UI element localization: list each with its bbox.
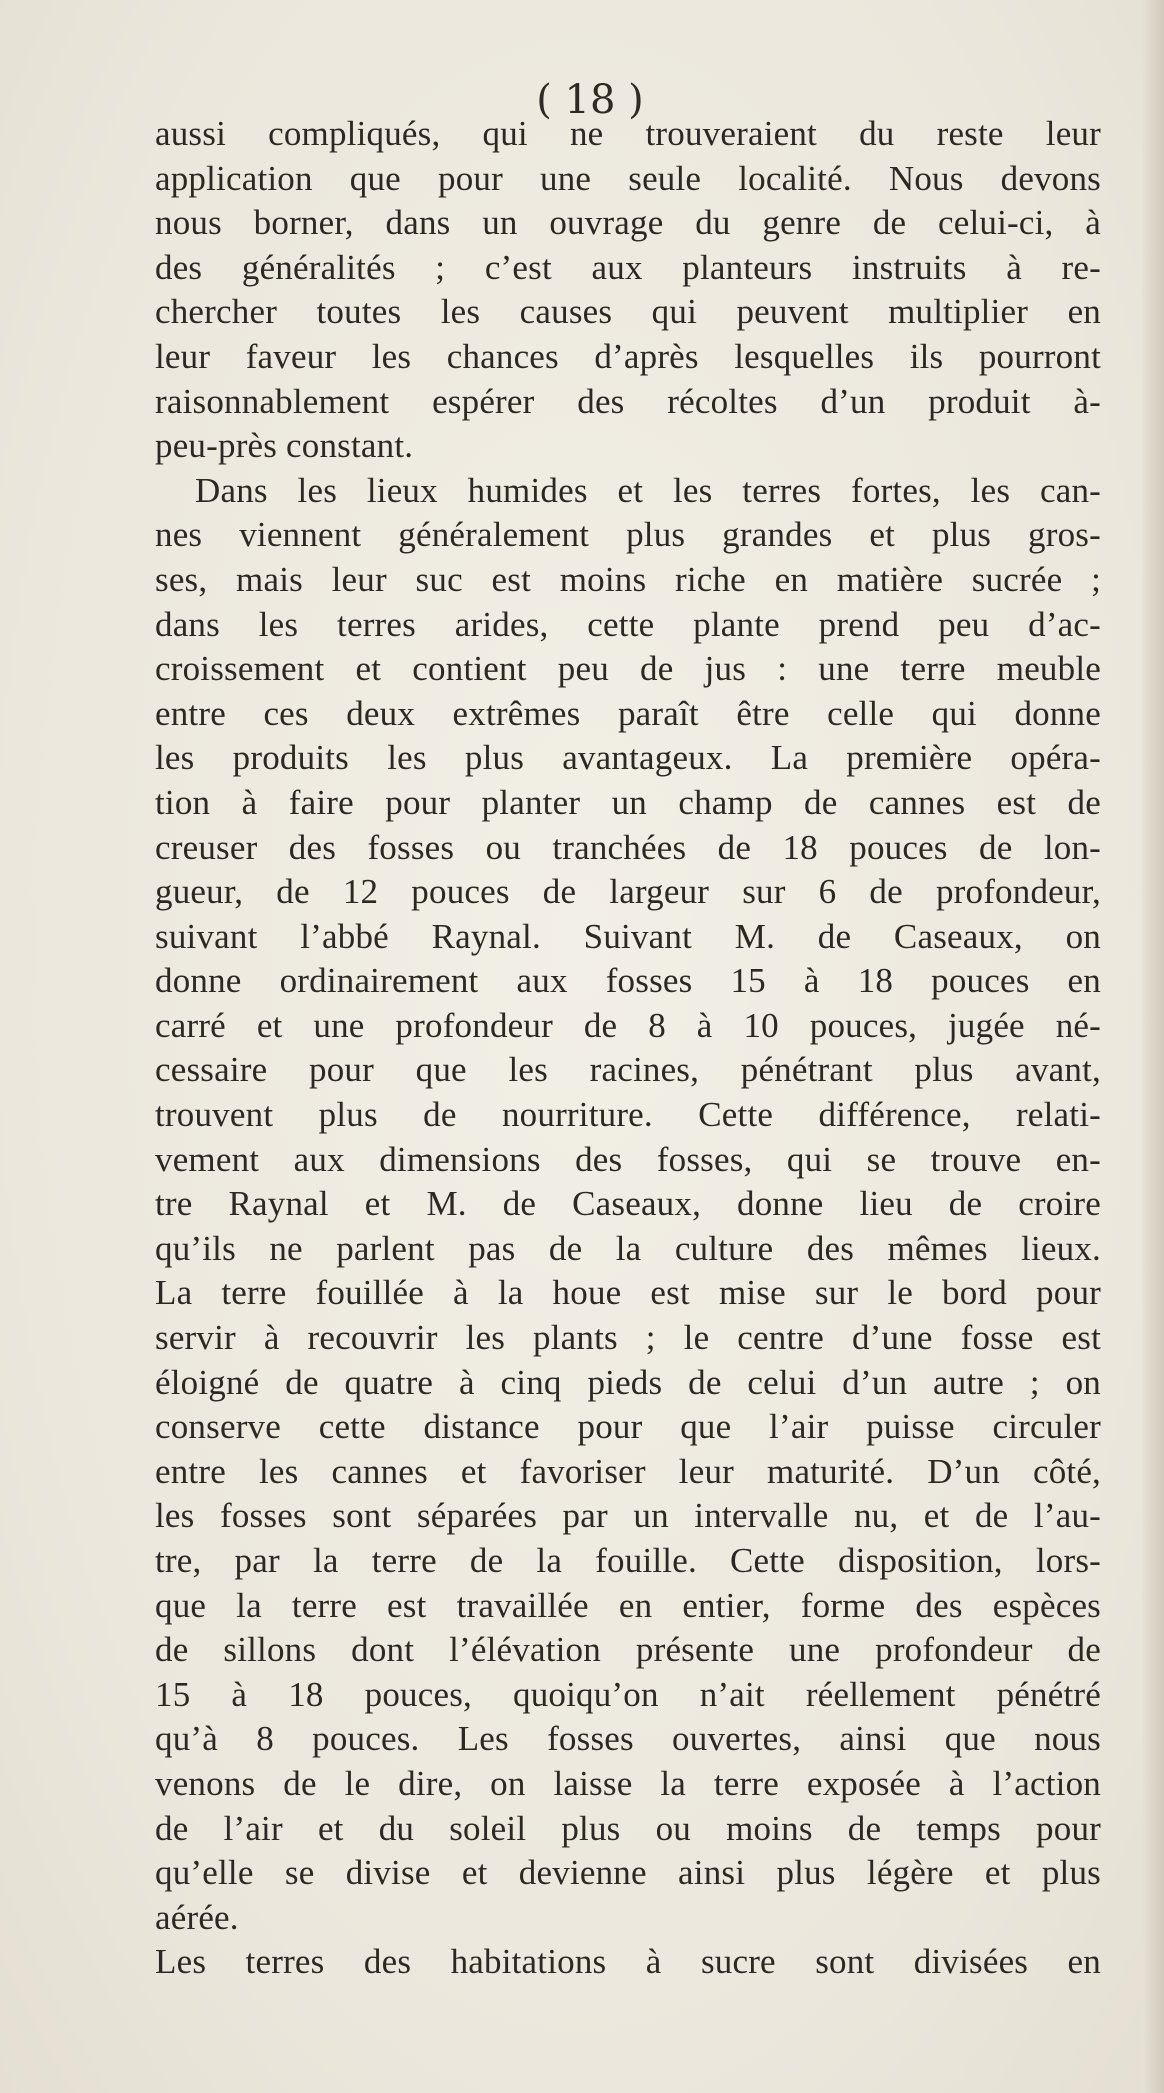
text-line: Les terres des habitations à sucre sont divisées en bbox=[155, 1942, 1101, 1982]
text-line: leur faveur les chances d’après lesquelles ils pourront bbox=[155, 336, 1101, 376]
text-line: carré et une profondeur de 8 à 10 pouces, jugée né- bbox=[155, 1005, 1101, 1045]
text-line: aussi compliqués, qui ne trouveraient du reste leur bbox=[155, 114, 1101, 153]
text-line: nous borner, dans un ouvrage du genre de celui-ci, à bbox=[155, 203, 1101, 243]
text-line: conserve cette distance pour que l’air puisse circuler bbox=[155, 1407, 1101, 1447]
text-line: venons de le dire, on laisse la terre exposée à l’action bbox=[155, 1763, 1101, 1803]
text-line: éloigné de quatre à cinq pieds de celui d’un autre ; on bbox=[155, 1362, 1101, 1402]
text-line: qu’elle se divise et devienne ainsi plus légère et plus bbox=[155, 1853, 1101, 1893]
text-line: trouvent plus de nourriture. Cette différence, relati- bbox=[155, 1095, 1101, 1135]
text-line: croissement et contient peu de jus : une terre meuble bbox=[155, 649, 1101, 689]
text-line: servir à recouvrir les plants ; le centre d’une fosse est bbox=[155, 1318, 1101, 1358]
text-line: tre Raynal et M. de Caseaux, donne lieu de croire bbox=[155, 1184, 1101, 1224]
text-line: donne ordinairement aux fosses 15 à 18 pouces en bbox=[155, 961, 1101, 1001]
text-line: creuser des fosses ou tranchées de 18 pouces de lon- bbox=[155, 827, 1101, 867]
text-line: peu-près constant. bbox=[155, 426, 414, 466]
text-line: dans les terres arides, cette plante prend peu d’ac- bbox=[155, 604, 1101, 644]
text-line: de sillons dont l’élévation présente une profondeur de bbox=[155, 1630, 1101, 1670]
text-line: des généralités ; c’est aux planteurs instruits à re- bbox=[155, 247, 1101, 287]
page-edge bbox=[1142, 0, 1164, 2093]
text-line: de l’air et du soleil plus ou moins de temps pour bbox=[155, 1808, 1101, 1848]
text-line: aérée. bbox=[155, 1897, 239, 1937]
text-line: cessaire pour que les racines, pénétrant plus avant, bbox=[155, 1050, 1101, 1090]
text-line: La terre fouillée à la houe est mise sur le bord pour bbox=[155, 1273, 1101, 1313]
text-line: Dans les lieux humides et les terres fortes, les can- bbox=[195, 470, 1101, 510]
text-line: raisonnablement espérer des récoltes d’un produit à- bbox=[155, 381, 1101, 421]
text-line: tre, par la terre de la fouille. Cette disposition, lors- bbox=[155, 1541, 1101, 1580]
page-number: ( 18 ) bbox=[536, 77, 644, 123]
text-line: qu’ils ne parlent pas de la culture des mêmes lieux. bbox=[155, 1228, 1101, 1268]
text-line: entre les cannes et favoriser leur maturité. D’un côté, bbox=[155, 1451, 1101, 1491]
text-line: gueur, de 12 pouces de largeur sur 6 de profondeur, bbox=[155, 872, 1101, 912]
text-line: suivant l’abbé Raynal. Suivant M. de Caseaux, on bbox=[155, 916, 1101, 956]
text-line: nes viennent généralement plus grandes et plus gros- bbox=[155, 515, 1101, 555]
text-line: vement aux dimensions des fosses, qui se trouve en- bbox=[155, 1139, 1101, 1179]
text-line: tion à faire pour planter un champ de cannes est de bbox=[155, 782, 1101, 822]
body-text bbox=[155, 112, 1101, 1985]
text-line: 15 à 18 pouces, quoiqu’on n’ait réellement pénétré bbox=[155, 1674, 1101, 1714]
text-line: les produits les plus avantageux. La première opéra- bbox=[155, 738, 1101, 778]
text-line: ses, mais leur suc est moins riche en matière sucrée ; bbox=[155, 559, 1101, 599]
text-line: entre ces deux extrêmes paraît être celle qui donne bbox=[155, 693, 1101, 733]
text-line: qu’à 8 pouces. Les fosses ouvertes, ainsi que nous bbox=[155, 1719, 1101, 1759]
text-line: les fosses sont séparées par un intervalle nu, et de l’au- bbox=[155, 1496, 1101, 1536]
text-line: application que pour une seule localité. Nous devons bbox=[155, 158, 1101, 198]
text-line: que la terre est travaillée en entier, forme des espèces bbox=[155, 1585, 1101, 1625]
text-line: chercher toutes les causes qui peuvent multiplier en bbox=[155, 292, 1101, 332]
